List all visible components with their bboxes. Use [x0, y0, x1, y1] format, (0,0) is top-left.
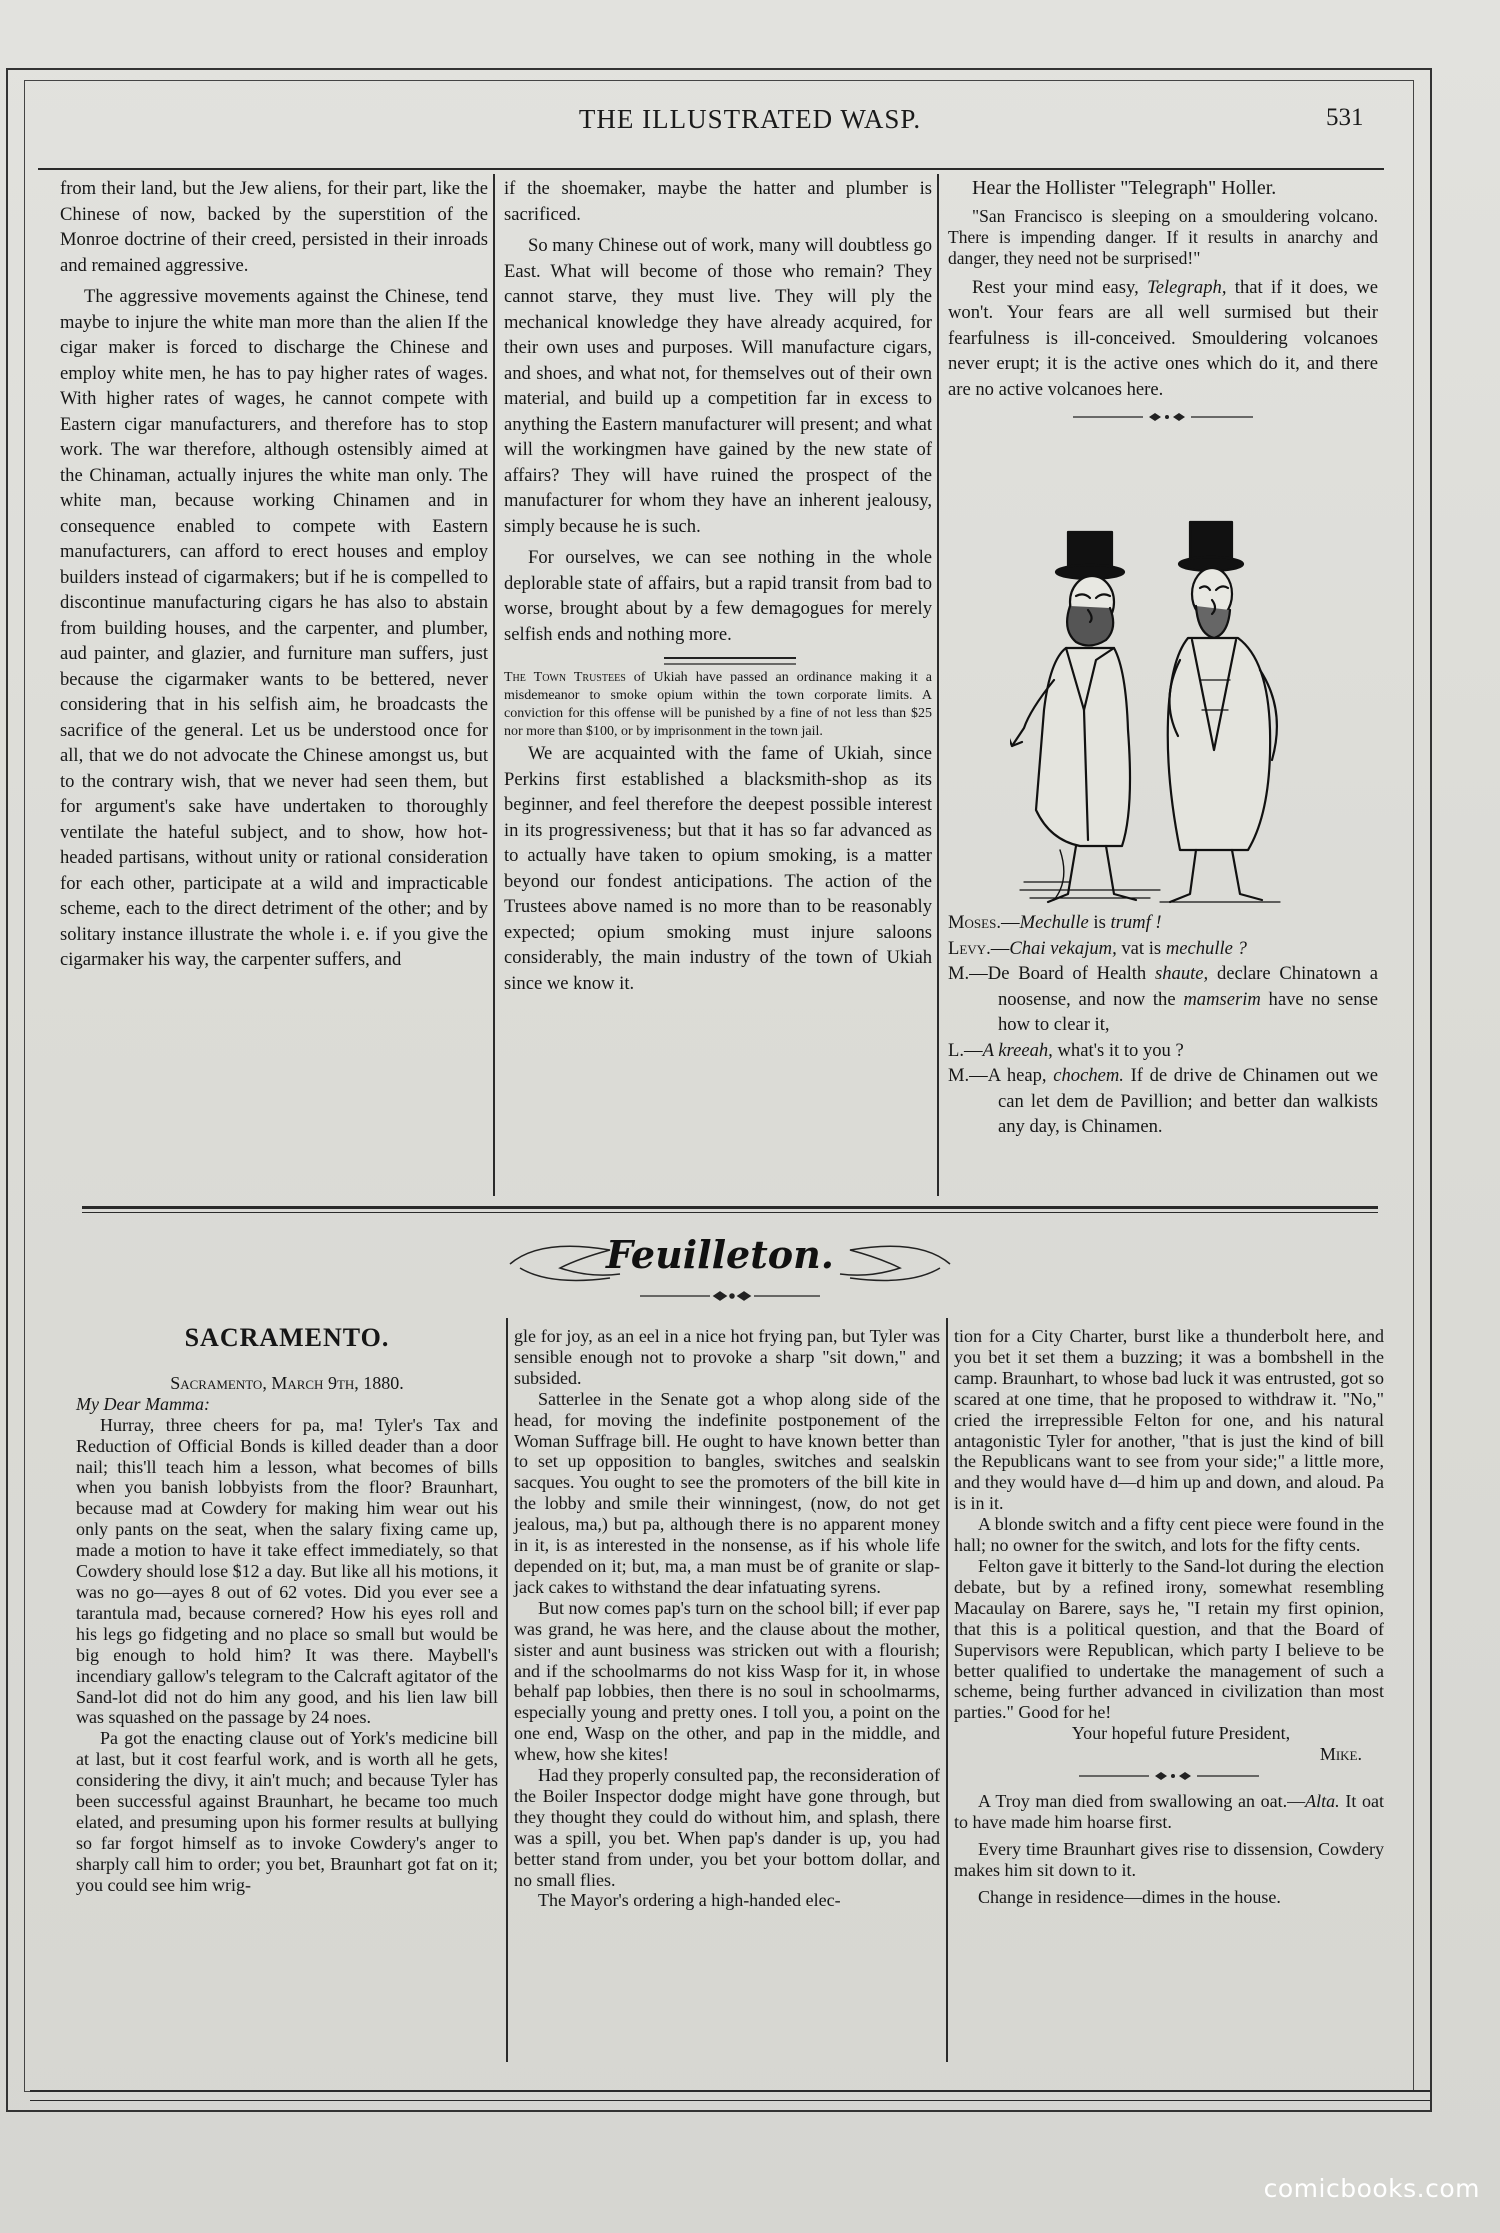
section-divider	[82, 1212, 1378, 1213]
dialogue-text: declare Chinatown a noosense, and now the	[998, 963, 1379, 1010]
dialogue-line	[948, 1063, 1378, 1140]
dialogue-text: A heap,	[987, 1065, 1054, 1086]
bottom-rule	[30, 2090, 1430, 2092]
column-rule	[946, 1318, 948, 2062]
dialogue-text: vat is	[1116, 937, 1166, 959]
dialogue-line	[948, 936, 1378, 962]
dialogue-line	[948, 1038, 1378, 1064]
dialogue-line	[948, 961, 1378, 1038]
dialogue-line	[948, 910, 1378, 936]
double-rule	[504, 653, 932, 669]
reply-text: Rest your mind easy,	[972, 276, 1148, 298]
dialogue-text: what's it to you ?	[1052, 1039, 1184, 1061]
dateline: Sacramento, March 9th, 1880.	[170, 1372, 404, 1393]
paragraph: A blonde switch and a fifty cent piece were found in the hall; no owner for the switch, and lots for the fifty cents.	[954, 1514, 1384, 1556]
ornament-rule	[959, 1769, 1379, 1783]
notice-text: of Ukiah have passed an ordinance making it a misdemeanor to smoke opium within the town corporate limits. A conviction for this offense will be punished by a fine of not less than $25 nor more than $100, or by imprisonment in the town jail.	[504, 670, 932, 739]
salutation	[76, 1394, 498, 1415]
paragraph	[954, 1791, 1384, 1833]
paragraph: from their land, but the Jew aliens, for their part, like the Chinese of now, backed by the superstition of the Monroe doctrine of their creed, persisted in their inroads and remained aggressive.	[60, 178, 488, 276]
dialogue-text: De Board of Health	[987, 963, 1155, 984]
paragraph: Change in residence—dimes in the house.	[978, 1886, 1281, 1907]
ornament-rule	[953, 410, 1373, 424]
paragraph: tion for a City Charter, burst like a thunderbolt here, and you bet it set them a buzzing; it was a bombshell in the camp. Braunhart, to whose bad luck it was entrusted, got so scared at one time, that he proposed to withdraw it. "No," cried the irrepressible Felton for one, and his natural antagonistic Tyler for another, "that is just the kind of bill the Republicans want to see from your side;" a little more, and they would have d—d him up and down, and aloud. Pa is in it.	[954, 1326, 1384, 1514]
dialogue-text: A kreeah,	[982, 1039, 1053, 1061]
signature: Mike.	[1319, 1744, 1362, 1765]
paragraph-text: It oat to have made him hoarse first.	[954, 1791, 1384, 1832]
feuilleton-column-2	[514, 1326, 940, 1911]
header-rule	[38, 168, 1384, 170]
paragraph: For ourselves, we can see nothing in the whole deplorable state of affairs, but a rapid transit from bad to worse, brought about by a few demagogues for merely selfish ends and nothing more.	[504, 547, 932, 645]
notice-lead: The Town Trustees	[504, 670, 626, 685]
cartoon-two-men-illustration	[1010, 510, 1310, 910]
dialogue-text: Mechulle	[1019, 912, 1089, 933]
paragraph: Every time Braunhart gives rise to dissension, Cowdery makes him sit down to it.	[954, 1838, 1384, 1880]
paragraph-emphasis: Alta.	[1305, 1791, 1340, 1812]
closing-line: Your hopeful future President,	[1071, 1723, 1291, 1744]
dialogue-speaker: Moses.—	[948, 912, 1020, 933]
reply-emphasis: Telegraph	[1147, 276, 1222, 298]
running-head: THE ILLUSTRATED WASP.	[578, 104, 922, 134]
paragraph: if the shoemaker, maybe the hatter and plumber is sacrificed.	[504, 178, 932, 225]
paragraph: Hurray, three cheers for pa, ma! Tyler's Tax and Reduction of Official Bonds is killed deader than a door nail; this'll teach him a lesson, what becomes of bills when you banish lobbyists from the floor? Braunhart, because mad at Cowdery for making him wear out his only pants on the seat, when the salary fixing came up, made a motion to have it take effect immediately, so that Cowdery should lose $12 a day. But like all his motions, it was no go—ayes 8 out of 62 votes. Did you ever see a tarantula mad, because cornered? How his eyes roll and his legs go fidgeting and no place so small but would be big enough to hold him? It was there. Maybell's incendiary gallow's telegram to the Calcraft agitator of the Sand-lot did not do him any good, and his lien law bill was squashed on the passage by 24 noes.	[76, 1414, 498, 1728]
dialogue-text: is	[1088, 912, 1111, 933]
page-number: 531	[1326, 104, 1364, 131]
dialogue-speaker: M.—	[948, 963, 988, 984]
column-rule	[937, 174, 939, 1196]
dialogue-speaker: L.—	[948, 1039, 983, 1061]
watermark: comicbooks.com	[1263, 2174, 1480, 2203]
dialogue-speaker: M.—	[948, 1065, 988, 1086]
feuilleton-title: Feuilleton.	[606, 1232, 834, 1277]
article-column-2	[504, 176, 932, 996]
paragraph	[948, 275, 1378, 403]
telegraph-quote: "San Francisco is sleeping on a smouldering volcano. There is impending danger. If it results in anarchy and danger, they need not be surprised!"	[948, 205, 1378, 268]
cartoon-dialogue	[948, 910, 1378, 1140]
feuilleton-column-3	[954, 1326, 1384, 1908]
paragraph: We are acquainted with the fame of Ukiah, since Perkins first established a blacksmith-shop as its beginner, and feel therefore the deepest possible interest in its progressiveness; but that it has so far advanced as to actually have taken to opium smoking, is a matter beyond our fondest anticipations. The action of the Trustees above named is no more than to be reasonably expected; opium smoking must injure saloons considerably, the main industry of the town of Ukiah since we know it.	[504, 743, 932, 994]
dialogue-speaker: Levy.—	[948, 937, 1010, 959]
paragraph: Pa got the enacting clause out of York's medicine bill at last, but it cost fearful work, and is worth all he gets, considering the divy, it ain't much; and because Tyler has been successful against Braunhart, he became too much elated, and presuming upon his former results at bullying so far forgot himself as to invoke Cowdery's anger to sharply call him to order; you bet, Braunhart got fat on it; you could see him wrig-	[76, 1728, 498, 1895]
paragraph: The aggressive movements against the Chinese, tend maybe to injure the white man more than the alien If the cigar maker is forced to discharge the Chinese and employ white men, he has to pay higher rates of wages. With higher rates of wages, he cannot compete with Eastern cigar manufacturers, and therefore has to stop work. The war therefore, although ostensibly aimed at the Chinaman, actually injures the white man only. The white man, because working Chinamen and in consequence enabled to compete with Eastern manufacturers, can afford to erect houses and employ builders instead of cigarmakers; but if he is compelled to discontinue manufacturing cigars he has also to abstain from building houses, and the carpenter, and plumber, aud painter, and glazier, and furniture man suffers, just because the cigarmaker wants to be bettered, never considering that in his selfish aim, he broadcasts the sacrifice of the general. Let us be understood once for all, that we do not advocate the Chinese amongst us, but to the contrary wish, that we never had seen them, but for argument's sake have undertaken to thoroughly ventilate the hateful subject, and to show, how hot-headed partisans, without unity or rational consideration for each other, participate at a wild and impracticable scheme, each to the direct detriment of the other; and by solitary instance illustrate the whole i. e. if you give the cigarmaker his way, the carpenter suffers, and	[60, 286, 488, 970]
paragraph: gle for joy, as an eel in a nice hot frying pan, but Tyler was sensible enough not to provoke a sharp "sit down," and subsided.	[514, 1326, 940, 1388]
paragraph-text: A Troy man died from swallowing an oat.—	[978, 1791, 1306, 1812]
paragraph: Satterlee in the Senate got a whop along side of the head, for moving the indefinite postponement of the Woman Suffrage bill. He ought to have known better than to set up opposition to bangles, switches and sealskin sacques. You ought to see the promoters of the bill kite in the lobby and smile their winningest, (now, do not get jealous, ma,) but pa, although there is no apparent money in it, is as interested in the nonsense, as if his whole life depended on it; but, ma, a man must be of granite or slap-jack cakes to withstand the dear infatuating syrens.	[514, 1388, 940, 1597]
article-column-1	[60, 176, 488, 973]
ukiah-notice	[504, 669, 932, 741]
dialogue-text: chochem.	[1053, 1065, 1124, 1086]
dialogue-text: mechulle ?	[1165, 937, 1247, 959]
dialogue-text: Chai vekajum,	[1009, 937, 1117, 959]
bottom-rule	[30, 2100, 1430, 2101]
dialogue-text: mamserim	[1183, 988, 1261, 1010]
salutation-text: My Dear Mamma:	[76, 1393, 210, 1414]
paragraph: So many Chinese out of work, many will doubtless go East. What will become of those who remain? They cannot starve, they must live. They will ply the mechanical knowledge they have already acquired, for their own uses and purposes. Will manufacture cigars, and shoes, and what not, for themselves out of their own material, and build up a competition far in excess to anything the Eastern manufacturer will present; and what will the workingmen have gained by the new state of affairs? They will have ruined the prospect of the manufacturer for whom they have an inherent jealousy, simply because he is such.	[504, 235, 932, 537]
paragraph: The Mayor's ordering a high-handed elec-	[538, 1890, 841, 1911]
column-rule	[493, 174, 495, 1196]
paragraph: Felton gave it bitterly to the Sand-lot during the election debate, but by a refined irony, somewhat resembling Macaulay on Barere, says he, "I retain my first opinion, that this is a political question, and that the Board of Supervisors were Republican, which party I believe to be better qualified to undertake the management of such a scheme, being further advanced in civilization than most parties." Good for he!	[954, 1555, 1384, 1723]
reply-text: , that if it does, we won't. Your fears are all well surmised but their fearfulness is ill-conceived. Smouldering volcanoes never erupt; it is the active ones which do it, and there are no active volcanoes here.	[948, 276, 1379, 400]
dialogue-text: If de drive de Chinamen out we can let dem de Pavillion; and better dan walkists any day, is Chinamen.	[998, 1065, 1378, 1137]
section-divider	[82, 1206, 1378, 1209]
paragraph: But now comes pap's turn on the school bill; if ever pap was grand, he was here, and the clause about the mother, sister and aunt business was stricken out with a flourish; and if the schoolmarms do not kiss Wasp for it, in whose behalf pap lobbies, then there is no soul in schoolmarms, especially young and pretty ones. I toll you, a point on the one end, Wasp on the other, and pap in the middle, and whew, how she kites!	[514, 1597, 940, 1765]
feuilleton-column-1	[76, 1322, 498, 1896]
dialogue-text: shaute,	[1155, 963, 1209, 984]
paragraph: Had they properly consulted pap, the reconsideration of the Boiler Inspector dodge might have gone through, but they thought they could do without him, and splash, there was a spill, you bet. When pap's dander is up, you had better stand from under, you bet your bottom dollar, and no small flies.	[514, 1765, 940, 1890]
article-column-3	[948, 176, 1378, 434]
sacramento-heading: SACRAMENTO.	[184, 1323, 390, 1352]
column-rule	[506, 1318, 508, 2062]
dialogue-text: trumf !	[1110, 912, 1162, 933]
dialogue-text: have no sense how to clear it,	[998, 988, 1378, 1035]
section-heading: Hear the Hollister "Telegraph" Holler.	[972, 177, 1277, 199]
